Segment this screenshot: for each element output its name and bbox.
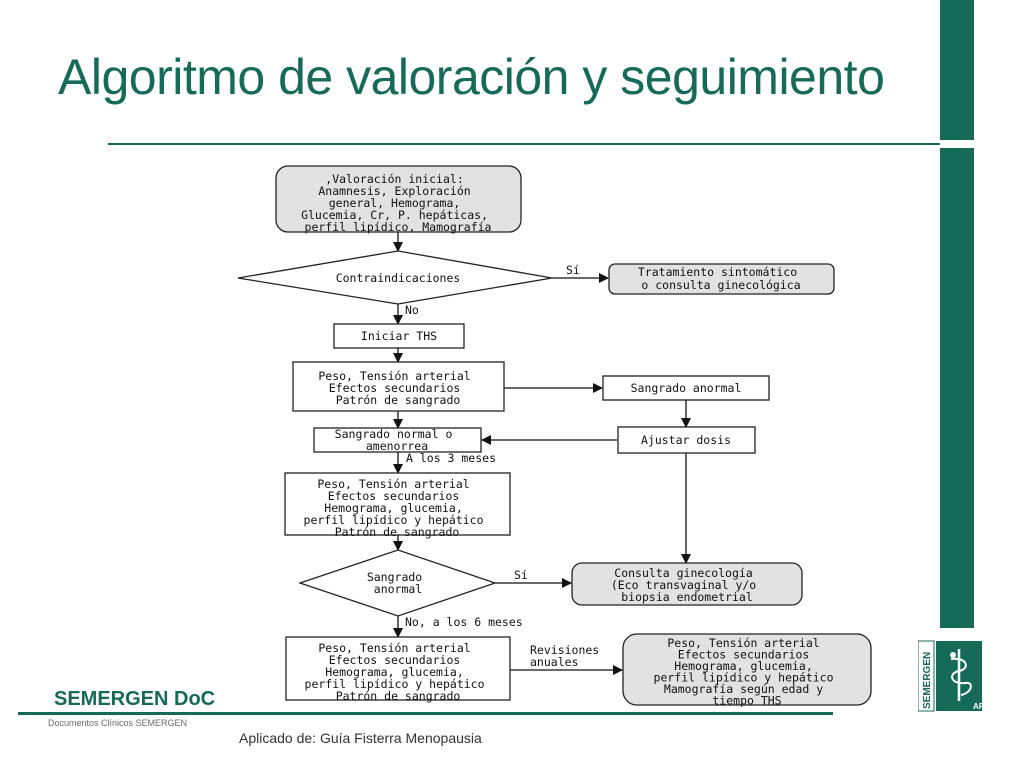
label-si-contra: Sí	[566, 263, 580, 277]
contraindications-text: Contraindicaciones	[335, 271, 461, 285]
label-six-months: No, a los 6 meses	[405, 615, 523, 629]
brand-subtitle: Documentos Clínicos SEMERGEN	[48, 718, 188, 728]
abnormal-bleeding-text: Sangrado anormal	[630, 381, 742, 395]
monitor2-text: Peso, Tensión arterial Efectos secundarios Hemograma, glucemia, perfil lipídico y hepático Patrón de sangrado	[303, 477, 484, 539]
gyn-consult-text: Consulta ginecología (Eco transvaginal y/o biopsia endometrial	[610, 566, 757, 604]
monitor1-text: Peso, Tensión arterial Efectos secundarios Patrón de sangrado	[318, 369, 471, 407]
adjust-dose-text: Ajustar dosis	[640, 433, 732, 447]
label-three-months: A los 3 meses	[406, 451, 497, 465]
label-no: No	[405, 303, 419, 317]
brand-name: SEMERGEN DoC	[54, 688, 216, 710]
shapes	[238, 166, 871, 705]
symptomatic-text: Tratamiento sintomático o consulta ginecológica	[637, 265, 801, 292]
bleeding-decision-text: Sangrado anormal	[366, 570, 423, 596]
semergen-logo	[918, 637, 986, 715]
monitor3-text: Peso, Tensión arterial Efectos secundarios Hemograma, glucemia, perfil lipídico y hepático Patrón de sangrado	[304, 641, 485, 703]
slide-title: Algoritmo de valoración y seguimiento	[58, 49, 885, 105]
source-footer: Aplicado de: Guía Fisterra Menopausia	[239, 730, 482, 746]
iniciar-text: Iniciar THS	[360, 329, 438, 343]
label-si-bleeding: Sí	[514, 568, 528, 582]
initial-text: ,Valoración inicial: Anamnesis, Exploración general, Hemograma, Glucemia, Cr, P. hepáticas, perfil lipídico, Mamografía	[301, 172, 492, 234]
label-revisions: Revisiones anuales	[530, 643, 600, 669]
final-review-text: Peso, Tensión arterial Efectos secundarios Hemograma, glucemia, perfil lipídico y hepático Mamografía según edad y tiempo THS	[653, 636, 834, 708]
logo-wordmark: SEMERGEN	[922, 651, 933, 709]
footer-divider	[18, 712, 833, 715]
normal-bleeding-text: Sangrado normal o amenorrea	[334, 427, 453, 453]
logo-sub: AP	[973, 702, 985, 711]
